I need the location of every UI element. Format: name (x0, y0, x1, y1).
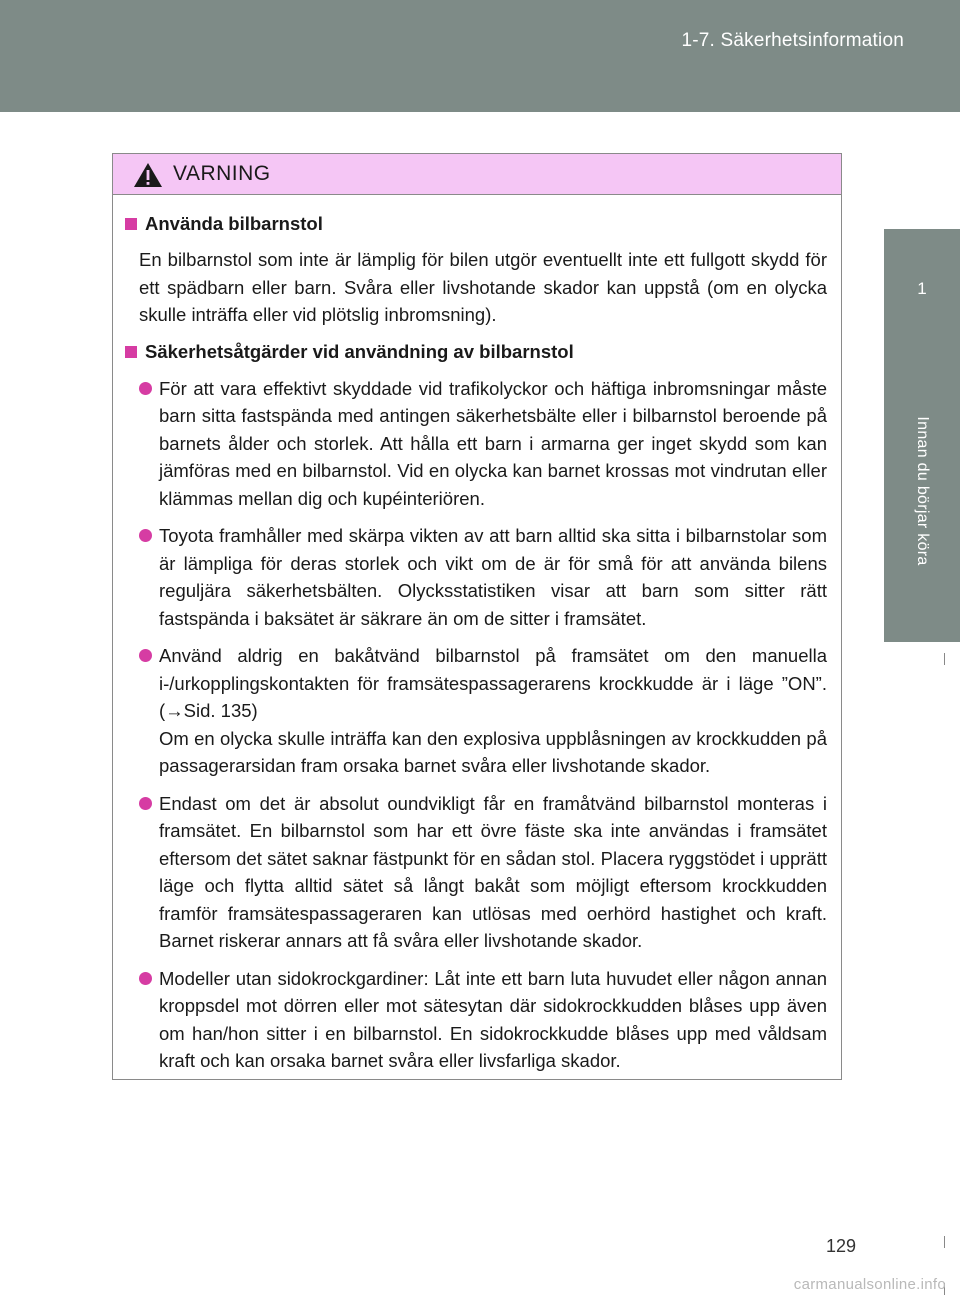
crop-mark (944, 1236, 945, 1248)
warning-header (113, 154, 841, 195)
list-item-text: Endast om det är absolut oundvikligt får en framåtvänd bilbarnstol monteras i framsätet. En bilbarnstol som har ett övre fäste ska inte användas i framsätet eftersom det sätet saknar fästpunkt för en sådan stol. Placera ryggstödet i upprätt läge och flytta alltid sätet så långt bakåt som möjligt eftersom krockkudden framför framsätespassageraren kan utlösas med oerhörd hastighet och kraft. Barnet riskerar annars att få svåra eller livshotande skador. (159, 792, 827, 951)
chapter-title: Innan du börjar köra (914, 416, 931, 566)
page-number: 129 (826, 1236, 857, 1256)
list-item-text: För att vara effektivt skyddade vid trafikolyckor och häftiga inbromsningar måste barn sitta fastspända med antingen säkerhetsbälte eller i bilbarnstol beroende på barnets ålder och storlek. Att hålla ett barn i armarna ger inget skydd som kan jämföras med en bilbarnstol. Vid en olycka kan barnet krossas mot vindrutan eller klämmas mellan dig och kupéinteriören. (159, 377, 827, 509)
chapter-number: 1 (917, 279, 927, 298)
list-item-text: Modeller utan sidokrockgardiner: Låt inte ett barn luta huvudet eller någon annan kroppsdel mot dörren eller mot sätesytan där sidokrockkudden blåses upp även om han/hon sitter i en bilbarnstol. En sidokrockkudde blåses upp med våldsam kraft och kan orsaka barnet svåra eller livsfarliga skador. (159, 967, 827, 1071)
chapter-tab (884, 229, 960, 341)
list-item (139, 965, 827, 1075)
list-item (139, 790, 827, 955)
section-heading-text: Använda bilbarnstol (145, 213, 323, 234)
watermark: carmanualsonline.info (793, 1276, 946, 1293)
warning-box (112, 153, 842, 1080)
section-heading-text: Säkerhetsåtgärder vid användning av bilbarnstol (145, 340, 574, 362)
bullet-dot-icon (139, 797, 152, 810)
list-item (139, 642, 827, 780)
section-heading (125, 211, 827, 237)
square-bullet-icon (125, 346, 137, 358)
list-item-text (159, 642, 827, 780)
section-heading (125, 339, 827, 365)
warning-body (113, 195, 841, 1075)
side-tab-gap (884, 112, 960, 229)
list-item (139, 375, 827, 513)
bullet-dot-icon (139, 649, 152, 662)
section-title: 1-7. Säkerhetsinformation (681, 30, 904, 51)
bullet-dot-icon (139, 382, 152, 395)
crop-mark (944, 653, 945, 665)
bullet-dot-icon (139, 529, 152, 542)
list-item-text: Toyota framhåller med skärpa vikten av att barn alltid ska sitta i bilbarnstolar som är lämpliga för deras storlek och vikt om de är för små för att använda bilens reguljära säkerhetsbälten. Olycksstatistiken visar att barn som sitter rätt fastspända i baksätet är säkrare än om de sitter i framsätet. (159, 525, 827, 629)
page-header-bar (0, 0, 960, 112)
list-item (139, 522, 827, 632)
square-bullet-icon (125, 218, 137, 230)
section-paragraph: En bilbarnstol som inte är lämplig för bilen utgör eventuellt inte ett fullgott skydd för ett spädbarn eller barn. Svåra eller livshotande skador kan uppstå (om en olycka skulle inträffa eller vid plötslig inbromsning). (139, 249, 827, 325)
list-item-text-line: Använd aldrig en bakåtvänd bilbarnstol på framsätet om den manuella i-/urkopplingskontakten för framsätespassagerarens krockkudde är i läge ”ON”. (→Sid. 135) (159, 645, 827, 721)
warning-title: VARNING (173, 162, 271, 185)
list-item-continuation: Om en olycka skulle inträffa kan den explosiva uppblåsningen av krockkudden på passagerarsidan fram orsaka barnet svåra eller livshotande skador. (159, 727, 827, 776)
bullet-dot-icon (139, 972, 152, 985)
warning-triangle-icon (133, 162, 163, 188)
chapter-strip (884, 341, 960, 642)
